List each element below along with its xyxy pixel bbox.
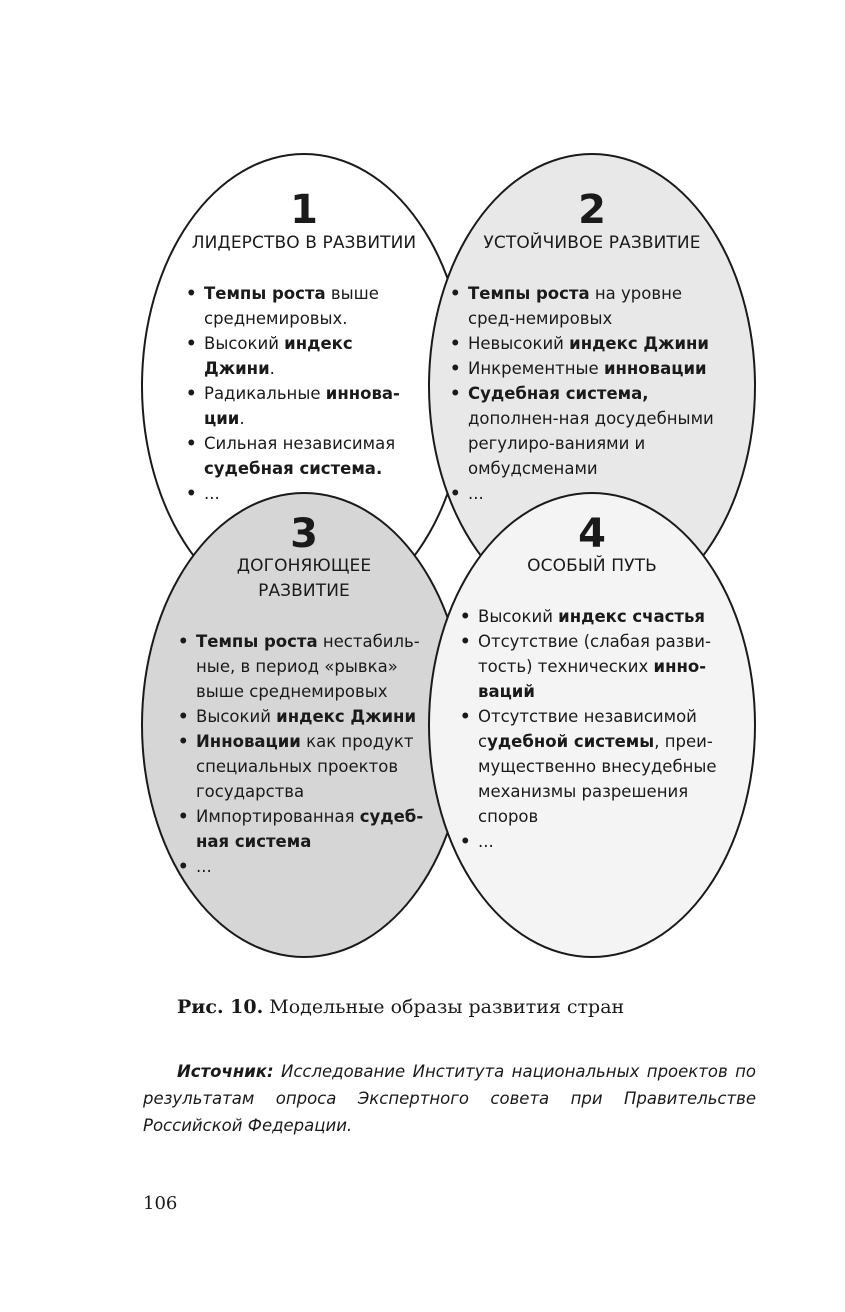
ellipse-2-title: УСТОЙЧИВОЕ РАЗВИТИЕ bbox=[483, 233, 701, 253]
list-item: • Высокий индекс Джини. bbox=[186, 331, 418, 381]
list-item: • ... bbox=[186, 481, 418, 506]
ellipse-4-title: ОСОБЫЙ ПУТЬ bbox=[527, 556, 657, 576]
ellipse-3-list bbox=[178, 629, 428, 879]
list-item: • ... bbox=[460, 829, 728, 854]
ellipse-1-list bbox=[186, 281, 418, 506]
list-item: • ... bbox=[450, 481, 732, 506]
ellipse-4-list bbox=[460, 604, 728, 854]
list-item: • Высокий индекс Джини bbox=[178, 704, 428, 729]
list-item: • Отсутствие независимой судебной системы, преи-мущественно внесудебные механизмы разрешения споров bbox=[460, 704, 728, 829]
list-item: • Инновации как продукт специальных проектов государства bbox=[178, 729, 428, 804]
ellipse-3-title: ДОГОНЯЮЩЕЕ РАЗВИТИЕ bbox=[236, 556, 372, 601]
list-item: • Судебная система, дополнен-ная досудебными регулиро-ваниями и омбудсменами bbox=[450, 381, 732, 481]
ellipse-4-number: 4 bbox=[578, 511, 606, 557]
ellipse-1-title: ЛИДЕРСТВО В РАЗВИТИИ bbox=[191, 233, 417, 253]
ellipse-2-list bbox=[450, 281, 732, 506]
source-note: Источник: Исследование Института национальных проектов по результатам опроса Экспертного совета при Правительстве Российской Федерации. bbox=[143, 1062, 756, 1135]
ellipse-1-number: 1 bbox=[290, 187, 318, 233]
list-item: • Высокий индекс счастья bbox=[460, 604, 728, 629]
figure-caption: Рис. 10. Модельные образы развития стран bbox=[177, 996, 625, 1018]
list-item: • Отсутствие (слабая разви-тость) технических инно-ваций bbox=[460, 629, 728, 704]
page-number: 106 bbox=[143, 1193, 178, 1214]
ellipse-3-number: 3 bbox=[290, 511, 318, 557]
list-item: • Импортированная судеб-ная система bbox=[178, 804, 428, 854]
ellipse-2-number: 2 bbox=[578, 187, 606, 233]
list-item: • Темпы роста нестабиль-ные, в период «рывка» выше среднемировых bbox=[178, 629, 428, 704]
list-item: • Темпы роста выше среднемировых. bbox=[186, 281, 418, 331]
list-item: • Сильная независимая судебная система. bbox=[186, 431, 418, 481]
list-item: • Инкрементные инновации bbox=[450, 356, 732, 381]
list-item: • Невысокий индекс Джини bbox=[450, 331, 732, 356]
list-item: • Радикальные иннова-ции. bbox=[186, 381, 418, 431]
list-item: • Темпы роста на уровне сред-немировых bbox=[450, 281, 732, 331]
list-item: • ... bbox=[178, 854, 428, 879]
